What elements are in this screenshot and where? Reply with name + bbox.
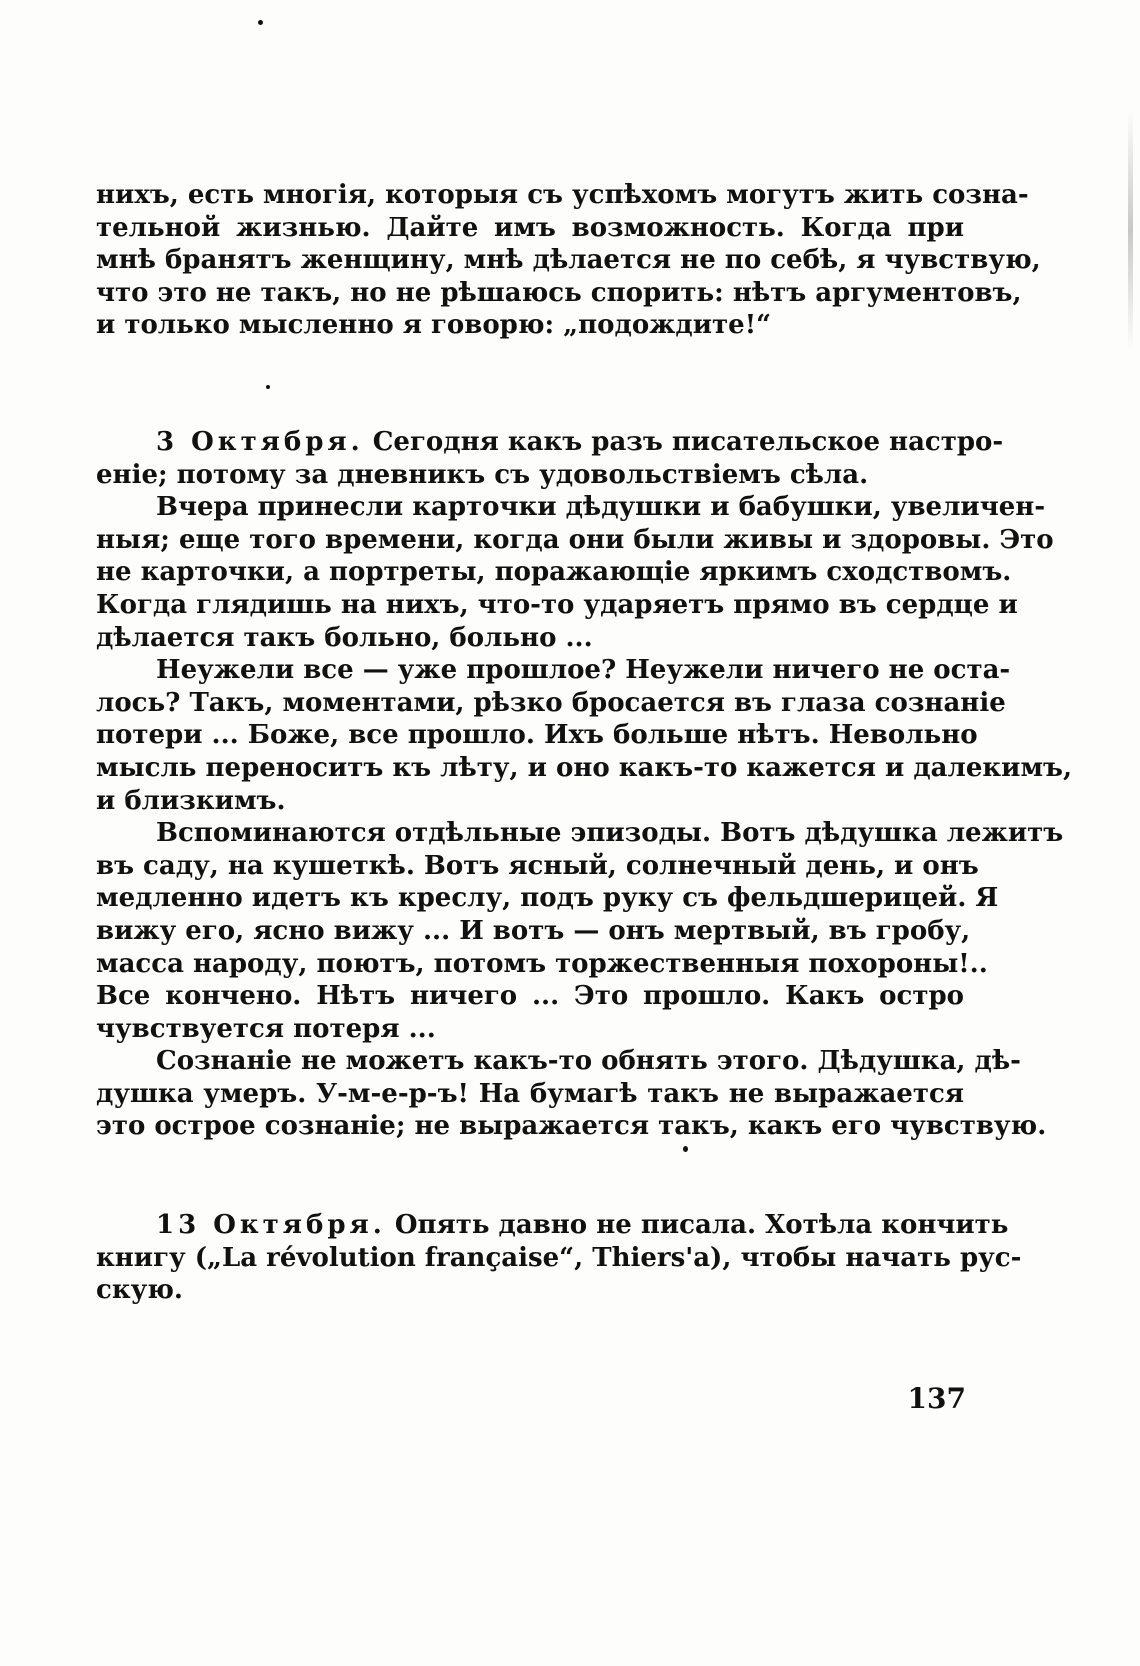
- page-number: 137: [907, 1382, 966, 1415]
- text-line: въ саду, на кушеткѣ. Вотъ ясный, солнечный день, и онъ: [96, 850, 979, 881]
- text-line: душка умеръ. У-м-е-р-ъ! На бумагѣ такъ не выражается: [96, 1078, 964, 1109]
- text-line: мысль переноситъ къ лѣту, и оно какъ-то кажется и далекимъ,: [96, 752, 1073, 783]
- text-line: масса народу, поютъ, потомъ торжественныя похороны!..: [96, 948, 988, 979]
- text-line: мнѣ бранятъ женщину, мнѣ дѣлается не по себѣ, я чувствую,: [96, 245, 1041, 276]
- continuation-paragraph: [96, 179, 1041, 342]
- text-line: скую.: [96, 1275, 183, 1306]
- text-line: чувствуется потеря ...: [96, 1013, 436, 1044]
- entry-date: 13 Октября.: [156, 1210, 386, 1240]
- text-line: медленно идетъ къ креслу, подъ руку съ фельдшерицей. Я: [96, 883, 999, 914]
- text-line: Все кончено. Нѣтъ ничего ... Это прошло. Какъ остро: [96, 981, 964, 1012]
- text-line: еніе; потому за дневникъ съ удовольствіемъ сѣла.: [96, 459, 869, 490]
- text-line: Когда глядишь на нихъ, что-то ударяетъ прямо въ сердце и: [96, 589, 1018, 620]
- text-line: это острое сознаніе; не выражается такъ, какъ его чувствую.: [96, 1111, 1047, 1142]
- text-line: Неужели все — уже прошлое? Неужели ничего не оста-: [156, 655, 1011, 686]
- text-line: Вчера принесли карточки дѣдушки и бабушки, увеличен-: [156, 492, 1046, 523]
- entry-date: 3 Октября.: [156, 427, 364, 457]
- text-line: ныя; еще того времени, когда они были живы и здоровы. Это: [96, 524, 1054, 555]
- diary-entry-oct-3: [96, 426, 1073, 1143]
- text-line: не карточки, а портреты, поражающіе яркимъ сходствомъ.: [96, 557, 1012, 588]
- text-line: Сознаніе не можетъ какъ-то обнять этого. Дѣдушка, дѣ-: [156, 1046, 1021, 1077]
- text-line: и близкимъ.: [96, 785, 286, 816]
- ink-speck: [258, 20, 263, 25]
- entry-first-line: 13 Октября. Опять давно не писала. Хотѣла кончить: [156, 1210, 1009, 1240]
- text-line: Вспоминаются отдѣльные эпизоды. Вотъ дѣдушка лежитъ: [156, 818, 1064, 849]
- text-line: потери ... Боже, все прошло. Ихъ больше нѣтъ. Невольно: [96, 720, 978, 751]
- entry-first-line: 3 Октября. Сегодня какъ разъ писательское настро-: [156, 427, 1004, 457]
- text-line: тельной жизнью. Дайте имъ возможность. Когда при: [96, 212, 964, 243]
- text-line: лось? Такъ, моментами, рѣзко бросается въ глаза сознаніе: [96, 687, 1006, 718]
- diary-entry-oct-13: [96, 1209, 1022, 1307]
- text-line: книгу („La révolution française“, Thiers'a), чтобы начать рус-: [96, 1242, 1022, 1273]
- text-line: и только мысленно я говорю: „подождите!“: [96, 310, 772, 341]
- text-line: нихъ, есть многія, которыя съ успѣхомъ могутъ жить созна-: [96, 180, 1029, 210]
- ink-speck: [683, 1146, 688, 1152]
- ink-speck: [266, 385, 270, 389]
- text-line: вижу его, ясно вижу ... И вотъ — онъ мертвый, въ гробу,: [96, 915, 971, 946]
- text-line: дѣлается такъ больно, больно ...: [96, 622, 593, 653]
- text-line: что это не такъ, но не рѣшаюсь спорить: нѣтъ аргументовъ,: [96, 277, 1022, 308]
- page-edge-shadow: [1128, 110, 1133, 350]
